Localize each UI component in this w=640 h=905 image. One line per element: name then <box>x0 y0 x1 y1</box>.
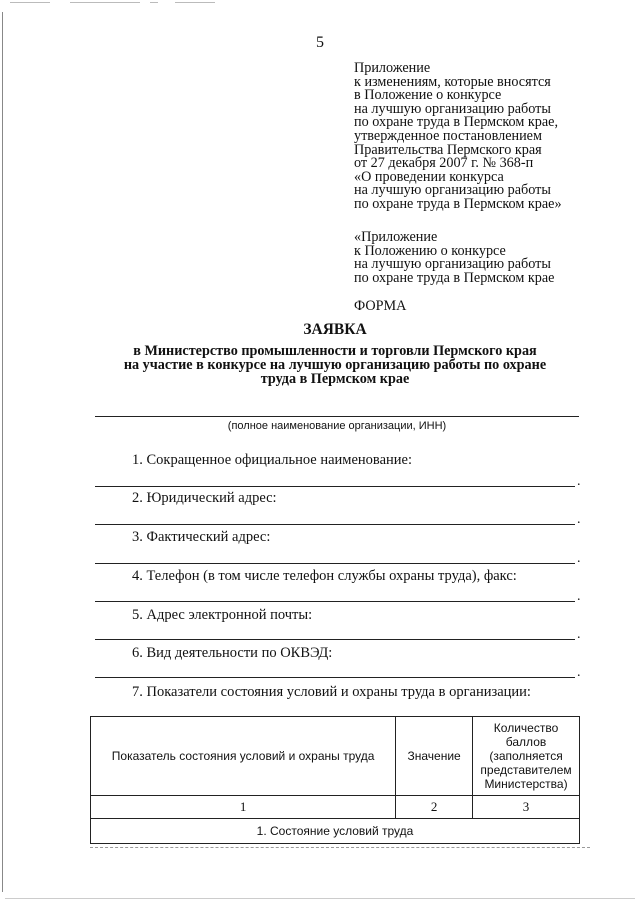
item-short-name-label: 1. Сокращенное официальное наименование: <box>132 452 412 468</box>
appendix-line: Правительства Пермского края <box>354 141 542 158</box>
item-indicators-label: 7. Показатели состояния условий и охраны труда в организации: <box>132 684 531 700</box>
appendix-line: к изменениям, которые вносятся <box>354 73 551 90</box>
appendix2-line: по охране труда в Пермском крае <box>354 269 555 286</box>
line-end-dot: . <box>577 474 581 489</box>
subtitle-line: на участие в конкурсе на лучшую организацию работы по охране <box>123 357 547 373</box>
appendix2-line: к Положению о конкурсе <box>354 242 506 259</box>
table-header-row <box>91 717 580 796</box>
short-name-field[interactable] <box>95 486 575 487</box>
item-phone-label: 4. Телефон (в том числе телефон службы охраны труда), факс: <box>132 568 517 584</box>
document-title: ЗАЯВКА <box>303 321 367 338</box>
appendix-line: утвержденное постановлением <box>354 127 542 144</box>
appendix-line: по охране труда в Пермском крае» <box>354 195 562 212</box>
appendix2-line: на лучшую организацию работы <box>354 256 551 273</box>
item-actual-address-label: 3. Фактический адрес: <box>132 529 271 545</box>
item-okved-label: 6. Вид деятельности по ОКВЭД: <box>132 645 333 661</box>
appendix2-line: «Приложение <box>354 229 438 245</box>
line-end-dot: . <box>577 627 581 642</box>
appendix-line: в Положение о конкурсе <box>354 87 502 104</box>
appendix-line: на лучшую организацию работы <box>354 182 551 199</box>
appendix-line: на лучшую организацию работы <box>354 100 551 117</box>
phone-field[interactable] <box>95 601 575 602</box>
appendix-line: «О проведении конкурса <box>354 168 504 185</box>
scan-artifact <box>175 2 215 3</box>
scan-artifact <box>10 2 50 3</box>
scan-artifact <box>5 898 635 899</box>
okved-field[interactable] <box>95 677 575 678</box>
line-end-dot: . <box>577 589 581 604</box>
org-name-caption: (полное наименование организации, ИНН) <box>227 420 447 432</box>
header-points: Количество баллов (заполняется представителем Министерства) <box>473 717 580 796</box>
item-email-label: 5. Адрес электронной почты: <box>132 607 313 623</box>
subtitle-line: труда в Пермском крае <box>260 371 410 387</box>
header-value: Значение <box>396 717 473 796</box>
appendix2-note <box>354 231 554 285</box>
legal-address-field[interactable] <box>95 524 575 525</box>
scan-edge <box>2 12 3 892</box>
email-field[interactable] <box>95 639 575 640</box>
column-number: 1 <box>91 796 396 819</box>
document-subtitle <box>105 344 565 386</box>
appendix-line: Приложение <box>354 60 431 76</box>
table-number-row <box>91 796 580 819</box>
form-label: ФОРМА <box>354 298 407 314</box>
appendix-line: от 27 декабря 2007 г. № 368-п <box>354 155 534 172</box>
header-indicator: Показатель состояния условий и охраны труда <box>91 717 396 796</box>
scan-artifact <box>150 2 158 3</box>
column-number: 2 <box>396 796 473 819</box>
appendix-note <box>354 62 562 212</box>
page-number: 5 <box>316 34 324 51</box>
item-legal-address-label: 2. Юридический адрес: <box>132 490 277 506</box>
indicators-table <box>90 716 580 844</box>
actual-address-field[interactable] <box>95 563 575 564</box>
org-name-line[interactable] <box>95 416 579 417</box>
line-end-dot: . <box>577 551 581 566</box>
line-end-dot: . <box>577 665 581 680</box>
scan-artifact <box>90 847 590 848</box>
subtitle-line: в Министерство промышленности и торговли Пермского края <box>133 343 537 359</box>
scan-artifact <box>70 2 140 3</box>
appendix-line: по охране труда в Пермском крае, <box>354 114 559 131</box>
column-number: 3 <box>473 796 580 819</box>
line-end-dot: . <box>577 512 581 527</box>
section-working-conditions: 1. Состояние условий труда <box>91 819 580 844</box>
table-section-row <box>91 819 580 844</box>
